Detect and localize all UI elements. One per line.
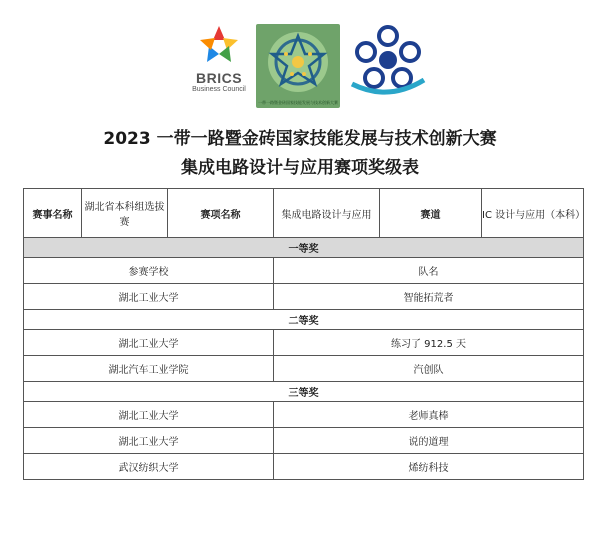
table-row [24, 402, 584, 428]
awards-table [23, 188, 584, 480]
emblem-caption: 一带一路暨金砖国家技能发展与技术创新大赛 [258, 100, 338, 105]
belt-road-logo [348, 22, 428, 102]
page-title: 2023 一带一路暨金砖国家技能发展与技术创新大赛 [103, 129, 497, 149]
table-row [24, 428, 584, 454]
flower-ring-icon [348, 22, 428, 102]
team-cell: 老师真棒 [274, 402, 584, 428]
school-cell: 湖北工业大学 [24, 428, 274, 454]
table-row [24, 454, 584, 480]
table-row [24, 330, 584, 356]
brics-star-icon [188, 22, 250, 70]
competition-emblem [256, 24, 340, 108]
team-cell: 烯纺科技 [274, 454, 584, 480]
school-cell: 湖北工业大学 [24, 284, 274, 310]
table-row [24, 356, 584, 382]
section-row [24, 238, 584, 258]
star-emblem-icon [256, 24, 340, 108]
team-column-header: 队名 [274, 258, 584, 284]
item-name-label: 赛项名称 [168, 189, 274, 238]
team-cell: 智能拓荒者 [274, 284, 584, 310]
team-cell: 汽创队 [274, 356, 584, 382]
school-column-header: 参赛学校 [24, 258, 274, 284]
page-subtitle: 集成电路设计与应用赛项奖级表 [181, 158, 419, 178]
school-cell: 武汉纺织大学 [24, 454, 274, 480]
brics-subtitle: Business Council [192, 86, 246, 93]
header-row [24, 189, 584, 238]
section-title-third-prize: 三等奖 [24, 382, 584, 402]
section-title-first-prize: 一等奖 [24, 238, 584, 258]
item-name-value: 集成电路设计与应用 [274, 189, 380, 238]
team-cell: 说的道理 [274, 428, 584, 454]
track-value: IC 设计与应用（本科） [482, 189, 584, 238]
section-row [24, 310, 584, 330]
school-cell: 湖北工业大学 [24, 330, 274, 356]
logo-bar [0, 8, 600, 103]
event-name-value: 湖北省本科组选拔赛 [82, 189, 168, 238]
track-label: 赛道 [380, 189, 482, 238]
section-row [24, 382, 584, 402]
event-name-label: 赛事名称 [24, 189, 82, 238]
team-cell: 练习了 912.5 天 [274, 330, 584, 356]
section-title-second-prize: 二等奖 [24, 310, 584, 330]
column-header-row [24, 258, 584, 284]
school-cell: 湖北工业大学 [24, 402, 274, 428]
brics-wordmark: BRICS [195, 70, 243, 86]
school-cell: 湖北汽车工业学院 [24, 356, 274, 382]
brics-logo [188, 22, 250, 102]
table-row [24, 284, 584, 310]
